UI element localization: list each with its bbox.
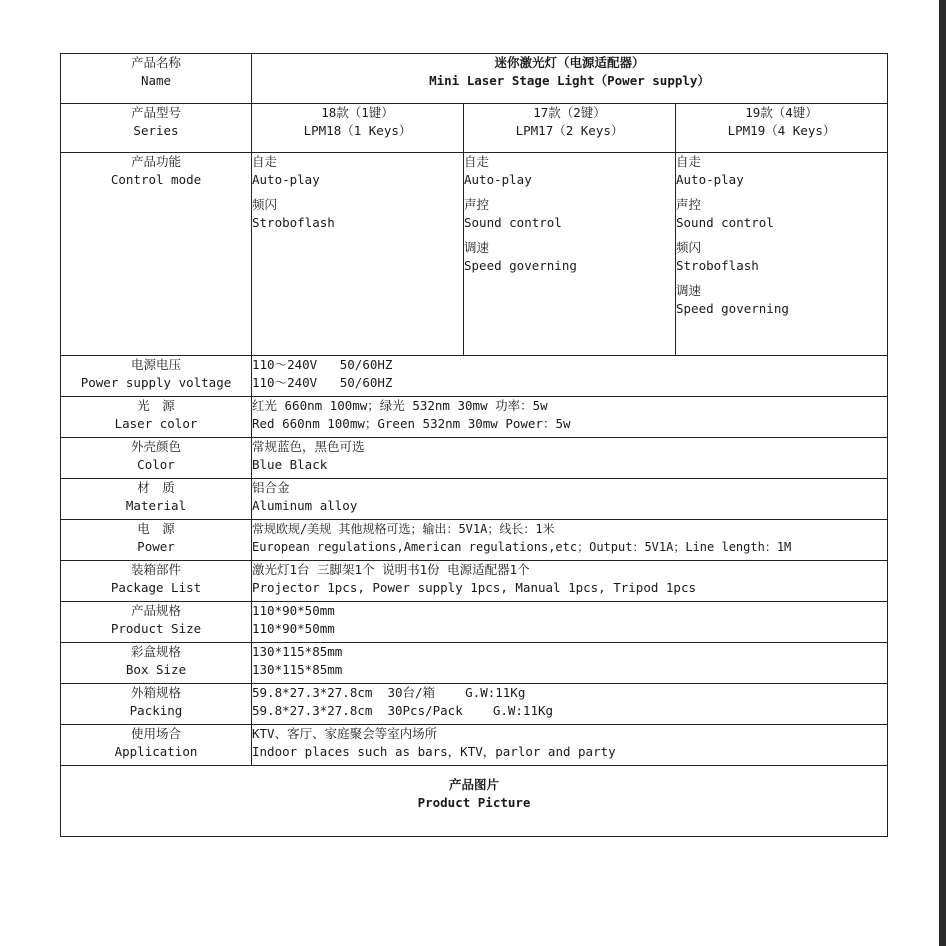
- mode-item: 自走 Auto-play: [676, 154, 744, 187]
- series-item-lpm17: 17款（2键） LPM17（2 Keys）: [464, 104, 676, 153]
- row-box-size: [61, 643, 888, 684]
- series-label: 产品型号 Series: [61, 104, 252, 153]
- spec-table: [60, 53, 888, 837]
- row-power: [61, 520, 888, 561]
- row-color: [61, 438, 888, 479]
- box-size-label: 彩盒规格 Box Size: [61, 643, 252, 684]
- row-control-mode: [61, 153, 888, 356]
- mode-item: 自走 Auto-play: [252, 154, 320, 187]
- product-size-value: 110*90*50mm 110*90*50mm: [252, 602, 888, 643]
- page-edge-bar: [939, 0, 946, 946]
- mode-item: 频闪 Stroboflash: [252, 197, 335, 230]
- row-product-size: [61, 602, 888, 643]
- row-package-list: [61, 561, 888, 602]
- material-value: 铝合金 Aluminum alloy: [252, 479, 888, 520]
- product-picture-title: 产品图片 Product Picture: [61, 766, 888, 837]
- packing-value: 59.8*27.3*27.8cm 30台/箱 G.W:11Kg 59.8*27.3*27.8cm 30Pcs/Pack G.W:11Kg: [252, 684, 888, 725]
- power-value: 常规欧规/美规 其他规格可选；输出：5V1A；线长：1米 European regulations,American regulations,etc；Output：5V1A；Line length：1M: [252, 520, 888, 561]
- color-label: 外壳颜色 Color: [61, 438, 252, 479]
- row-material: [61, 479, 888, 520]
- row-voltage: [61, 356, 888, 397]
- series-item-lpm18: 18款（1键） LPM18（1 Keys）: [252, 104, 464, 153]
- package-list-value: 激光灯1台 三脚架1个 说明书1份 电源适配器1个 Projector 1pcs, Power supply 1pcs, Manual 1pcs, Tripod 1pcs: [252, 561, 888, 602]
- mode-item: 声控 Sound control: [464, 197, 562, 230]
- row-laser-color: [61, 397, 888, 438]
- material-label: 材 质 Material: [61, 479, 252, 520]
- row-series: [61, 104, 888, 153]
- mode-item: 声控 Sound control: [676, 197, 774, 230]
- control-mode-label: 产品功能 Control mode: [61, 153, 252, 356]
- control-mode-col-lpm19: [676, 153, 888, 356]
- row-product-picture: [61, 766, 888, 837]
- row-application: [61, 725, 888, 766]
- laser-color-value: 红光 660nm 100mw；绿光 532nm 30mw 功率：5w Red 660nm 100mw；Green 532nm 30mw Power：5w: [252, 397, 888, 438]
- product-name-value: 迷你激光灯（电源适配器） Mini Laser Stage Light（Power supply）: [252, 54, 888, 104]
- laser-color-label: 光 源 Laser color: [61, 397, 252, 438]
- package-list-label: 装箱部件 Package List: [61, 561, 252, 602]
- color-value: 常规蓝色，黑色可选 Blue Black: [252, 438, 888, 479]
- product-size-label: 产品规格 Product Size: [61, 602, 252, 643]
- application-label: 使用场合 Application: [61, 725, 252, 766]
- name-label: 产品名称 Name: [61, 54, 252, 104]
- power-label: 电 源 Power: [61, 520, 252, 561]
- row-packing: [61, 684, 888, 725]
- packing-label: 外箱规格 Packing: [61, 684, 252, 725]
- voltage-label: 电源电压 Power supply voltage: [61, 356, 252, 397]
- mode-item: 频闪 Stroboflash: [676, 240, 759, 273]
- mode-item: 自走 Auto-play: [464, 154, 532, 187]
- control-mode-col-lpm17: [464, 153, 676, 356]
- control-mode-col-lpm18: [252, 153, 464, 356]
- series-item-lpm19: 19款（4键） LPM19（4 Keys）: [676, 104, 888, 153]
- mode-item: 调速 Speed governing: [676, 283, 789, 316]
- mode-item: 调速 Speed governing: [464, 240, 577, 273]
- voltage-value: 110～240V 50/60HZ 110～240V 50/60HZ: [252, 356, 888, 397]
- row-name: [61, 54, 888, 104]
- box-size-value: 130*115*85mm 130*115*85mm: [252, 643, 888, 684]
- application-value: KTV、客厅、家庭聚会等室内场所 Indoor places such as bars，KTV，parlor and party: [252, 725, 888, 766]
